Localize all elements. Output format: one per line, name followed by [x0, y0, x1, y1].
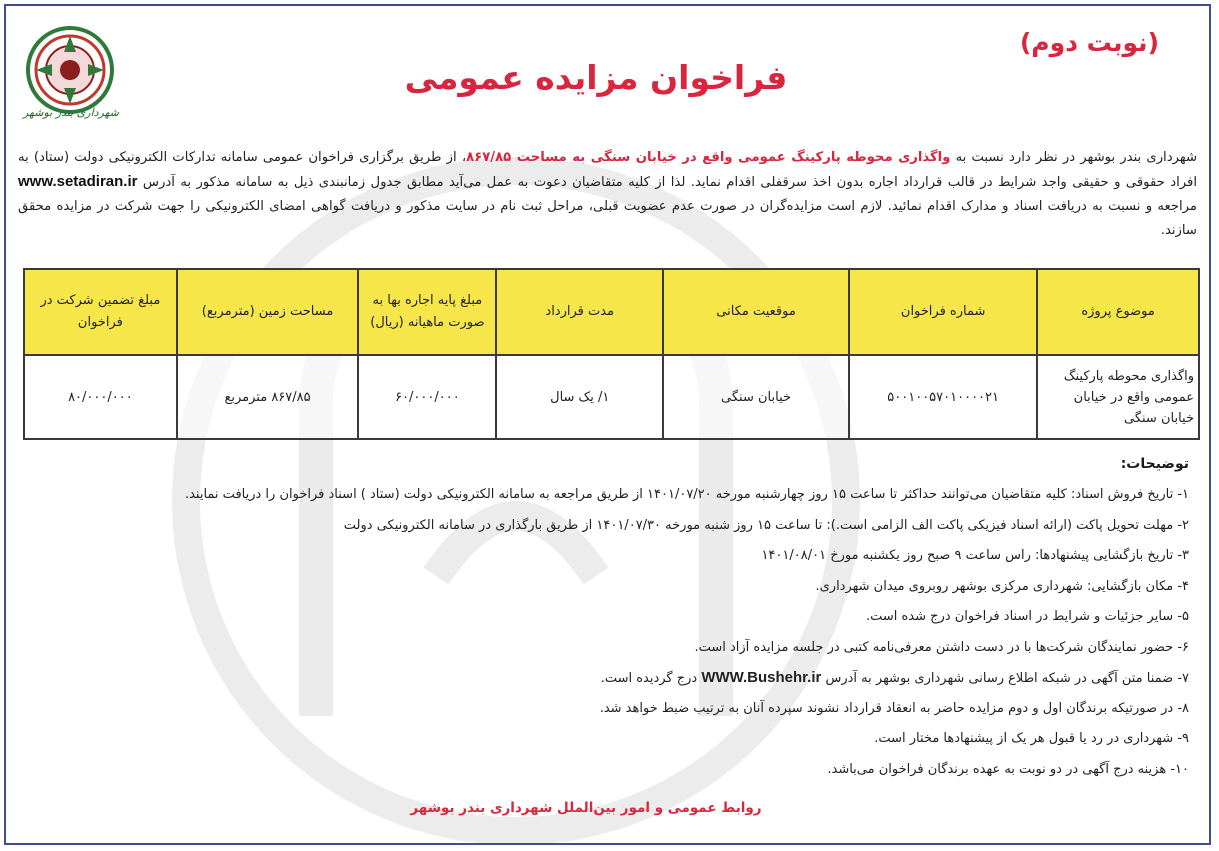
list-item: ۵- سایر جزئیات و شرایط در اسناد فراخوان درج شده است.: [865, 609, 1189, 624]
col-location: موقعیت مکانی: [663, 269, 849, 355]
notice-frame: [4, 4, 1211, 845]
setadiran-link[interactable]: www.setadiran.ir: [18, 173, 138, 190]
intro-text-3: مراجعه و نسبت به دریافت اسناد و مدارک اقدام نمائید. لازم است مزایده‌گران در صورت عدم عضویت قبلی، مراحل ثبت نام در سایت مذکور و دریافت گواهی امضای الکترونیکی را جهت شرکت در مزایده محقق سازند.: [18, 199, 1197, 238]
list-item: ۸- در صورتیکه برندگان اول و دوم مزایده حاضر به انعقاد قرارداد نشوند سپرده آنان به ترتیب ضبط خواهد شد.: [599, 700, 1189, 716]
col-number: شماره فراخوان: [849, 269, 1037, 355]
cell-rent: ۶۰/۰۰۰/۰۰۰: [358, 355, 496, 439]
round-badge: (نوبت دوم): [1019, 28, 1159, 57]
page-title: فراخوان مزایده عمومی: [404, 58, 788, 97]
cell-subject: واگذاری محوطه پارکینگ عمومی واقع در خیابان خیابان سنگی: [1037, 355, 1199, 439]
footer-signature: روابط عمومی و امور بین‌الملل شهرداری بندر بوشهر: [410, 800, 762, 816]
list-item: [29, 663, 1189, 694]
list-item: ۳- تاریخ بازگشایی پیشنهادها: راس ساعت ۹ صبح روز یکشنبه مورخ ۱۴۰۱/۰۸/۰۱: [761, 548, 1189, 563]
intro-text-2: ، از طریق برگزاری فراخوان عمومی سامانه تدارکات الکترونیکی دولت (ستاد) به افراد حقوقی و حقیقی واجد شرایط در قالب قرارداد اجاره بدون اخذ سرقفلی اقدام نماید. لذا از کلیه متقاضیان دعوت به عمل می‌آید مطابق جدول زمانبندی ذیل به سامانه مذکور به آدرس: [18, 150, 1197, 190]
list-item: ۱۰- هزینه درج آگهی در دو نوبت به عهده برندگان فراخوان می‌باشد.: [827, 761, 1189, 777]
note7-text-before: ۷- ضمنا متن آگهی در شبکه اطلاع رسانی شهرداری بوشهر به آدرس: [821, 671, 1189, 686]
col-area: مساحت زمین (مترمربع): [177, 269, 359, 355]
col-guarantee: مبلغ تضمین شرکت در فراخوان: [24, 269, 177, 355]
list-item: ۲- مهلت تحویل پاکت (ارائه اسناد فیزیکی پاکت الف الزامی است.): تا ساعت ۱۵ روز شنبه مورخه ۱۴۰۱/۰۷/۳۰ از طریق بارگذاری در سامانه الکترونیکی دولت: [343, 517, 1189, 533]
cell-guarantee: ۸۰/۰۰۰/۰۰۰: [24, 355, 177, 439]
cell-number: ۵۰۰۱۰۰۵۷۰۱۰۰۰۰۲۱: [849, 355, 1037, 439]
intro-paragraph: [18, 146, 1197, 243]
intro-highlight: واگذاری محوطه پارکینگ عمومی واقع در خیابان سنگی به مساحت ۸۶۷/۸۵: [466, 150, 951, 165]
intro-text-1: شهرداری بندر بوشهر در نظر دارد نسبت به: [950, 150, 1198, 165]
col-rent: مبلغ پایه اجاره بها به صورت ماهیانه (ریال): [358, 269, 496, 355]
notes-title: توضیحات:: [1120, 456, 1189, 472]
list-item: ۱- تاریخ فروش اسناد: کلیه متقاضیان می‌توانند حداکثر تا ساعت ۱۵ روز چهارشنبه مورخه ۱۴۰۱/۰۷/۲۰ از طریق مراجعه به سامانه الکترونیکی دولت (ستاد ) اسناد فراخوان را دریافت نمایند.: [184, 487, 1189, 502]
list-item: ۶- حضور نمایندگان شرکت‌ها با در دست داشتن معرفی‌نامه کتبی در جلسه مزایده آزاد است.: [694, 639, 1189, 655]
cell-duration: ۱/ یک سال: [496, 355, 663, 439]
cell-location: خیابان سنگی: [663, 355, 849, 439]
auction-table: [23, 268, 1200, 440]
list-item: ۴- مکان بازگشایی: شهرداری مرکزی بوشهر روبروی میدان شهرداری.: [815, 578, 1189, 594]
notes-list: [29, 480, 1189, 785]
col-subject: موضوع پروژه: [1037, 269, 1199, 355]
note7-text-after: درج گردیده است.: [600, 671, 702, 686]
logo-caption: شهرداری بندر بوشهر: [23, 106, 119, 119]
cell-area: ۸۶۷/۸۵ مترمربع: [177, 355, 359, 439]
list-item: ۹- شهرداری در رد یا قبول هر یک از پیشنهادها مختار است.: [874, 731, 1189, 746]
table-row: [24, 355, 1199, 439]
col-duration: مدت قرارداد: [496, 269, 663, 355]
table-header-row: [24, 269, 1199, 355]
bushehr-link[interactable]: WWW.Bushehr.ir: [701, 669, 822, 686]
